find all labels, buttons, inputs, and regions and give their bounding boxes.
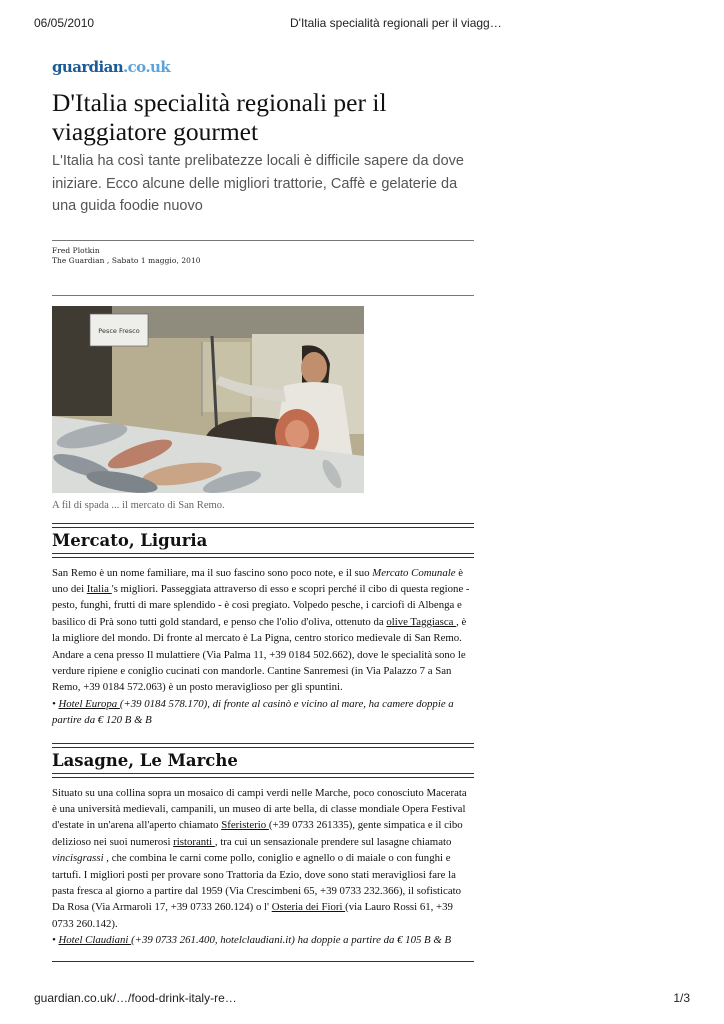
- link-ristoranti[interactable]: ristoranti: [173, 835, 215, 848]
- guardian-logo[interactable]: [52, 58, 474, 80]
- text-run: (via Lauro Rossi 61, +39 0733 260.142).: [52, 901, 453, 930]
- text-run: , che combina le carni come pollo, coniglio e agnello o di maiale o con funghi e tartufi. I migliori posti per provare sono Trattoria da Ezio, dove sono stati meravigliosi fare la pasta fresca al giorno a partire dal 1959 (Via Crescimbeni 65, +39 0733 232.366), il sofisticato Da Rosa (Via Armaroli 17, +39 0733 260.124) o l': [52, 852, 462, 914]
- section-title: Lasagne, Le Marche: [52, 750, 238, 770]
- text-run: è uno dei: [52, 566, 464, 595]
- section-rule: [52, 961, 474, 963]
- article-content: [52, 58, 474, 963]
- text-run: vincisgrassi: [52, 852, 104, 865]
- photo-wall-panel: [202, 342, 250, 412]
- text-run: Mercato Comunale: [372, 566, 456, 579]
- section-rule: [52, 553, 474, 558]
- photo-caption: A fil di spada ... il mercato di San Remo.: [52, 499, 225, 511]
- section-body: [52, 785, 474, 949]
- print-footer: [34, 991, 690, 1009]
- link-olive-taggiasca[interactable]: olive Taggiasca: [386, 615, 457, 628]
- text-run: Situato su una collina sopra un mosaico di campi verdi nelle Marche, poco conosciuto Macerata è una università medievali, campanili, un museo di arte bella, di classe mondiale Opera Festival d'estate in un'arena all'aperto chiamato: [52, 786, 467, 832]
- hotel-line: [52, 698, 454, 726]
- text-run: •: [52, 697, 59, 710]
- article-standfirst: L'Italia ha così tante prelibatezze locali è difficile sapere da dove iniziare. Ecco alcune delle migliori trattorie, Caffè e gelaterie da una guida foodie nuovo: [52, 153, 464, 214]
- author-name: Fred Plotkin: [52, 245, 100, 255]
- text-run: , tra cui un sensazionale prendere sul lasagne chiamato: [214, 835, 452, 848]
- print-date: 06/05/2010: [34, 16, 95, 30]
- photo-fish-steak-inner: [285, 420, 309, 448]
- text-run: San Remo è un nome familiare, ma il suo fascino sono poco note, e il suo: [52, 566, 373, 579]
- text-run: •: [52, 934, 59, 947]
- logo-suffix: .co.uk: [123, 58, 171, 76]
- print-title: D'Italia specialità regionali per il viagg…: [290, 16, 502, 30]
- link-sferisterio[interactable]: Sferisterio: [221, 819, 269, 832]
- text-run: , è la migliore del mondo. Di fronte al mercato è La Pigna, centro storico medievale di San Remo. Andare a cena presso Il mulattiere (Via Palma 11, +39 0184 502.662), dove le specialità sono le verdure ripiene e coniglio cucinati con mandorle. Cantine Sanremesi (in Via Palazzo 7 a San Remo, +39 0184 572.063) è un posto meraviglioso per gli spuntini.: [52, 615, 467, 694]
- divider: [52, 240, 474, 241]
- link-hotel-europa[interactable]: Hotel Europa: [58, 697, 120, 710]
- link-osteria-dei-fiori[interactable]: Osteria dei Fiori: [271, 901, 346, 914]
- photo-face: [301, 352, 327, 384]
- text-run: 's migliori. Passeggiata attraverso di esso e scopri perché il cibo di questa regione - pesto, funghi, frutti di mare splendido - è così pregiato. Volpedo pesche, i carciofi di Albenga e basilico di Prà sono tutti gold standard, e penso che l'olio d'oliva, ottenuto da: [52, 582, 470, 628]
- text-run: (+39 0184 578.170), di fronte al casinò e vicino al mare, ha camere doppie a partire da € 120 B & B: [52, 697, 454, 727]
- link-hotel-claudiani[interactable]: Hotel Claudiani: [58, 934, 132, 947]
- article-photo: [52, 306, 364, 493]
- text-run: (+39 0733 261.400, hotelclaudiani.it) ha doppie a partire da € 105 B & B: [131, 934, 452, 947]
- print-url: guardian.co.uk/…/food-drink-italy-re…: [34, 991, 237, 1005]
- article-headline: D'Italia specialità regionali per il viaggiatore gourmet: [52, 88, 387, 146]
- hotel-line: [52, 934, 451, 946]
- print-header: [34, 16, 690, 34]
- photo-sign-text: Pesce Fresco: [98, 326, 140, 335]
- section-rule: [52, 773, 474, 778]
- publication-date: The Guardian , Sabato 1 maggio, 2010: [52, 255, 201, 265]
- fish-market-photo: [52, 306, 364, 493]
- text-run: (+39 0733 261335), gente simpatica e il cibo delizioso nei suoi numerosi: [52, 819, 463, 848]
- section-title: Mercato, Liguria: [52, 530, 208, 550]
- section-body: [52, 565, 474, 729]
- page-number: 1/3: [673, 991, 690, 1005]
- logo-brand: guardian: [52, 58, 124, 76]
- link-italia[interactable]: Italia: [86, 582, 112, 595]
- divider: [52, 295, 474, 296]
- byline: [52, 246, 474, 266]
